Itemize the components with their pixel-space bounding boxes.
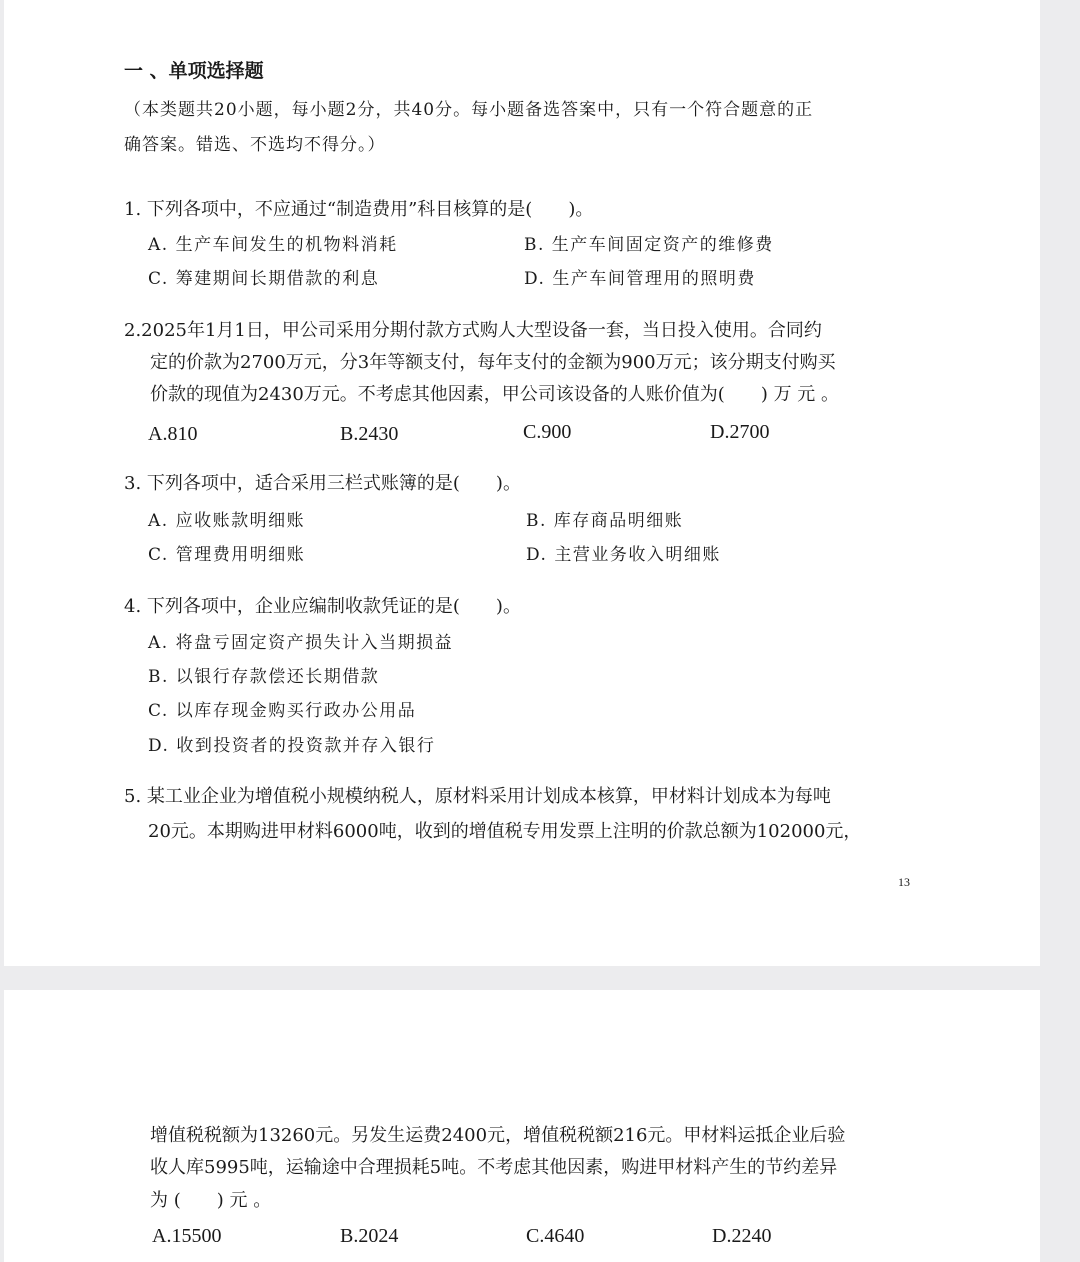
question-5-option-a: A.15500: [152, 1225, 222, 1247]
document-page-1: [4, 0, 1040, 966]
question-2-stem-line-3: 价款的现值为2430万元。不考虑其他因素，甲公司该设备的人账价值为( ) 万 元 。: [150, 384, 840, 405]
question-1-option-c: C. 筹建期间长期借款的利息: [148, 269, 380, 289]
section-intro-line-1: （本类题共20小题，每小题2分，共40分。每小题备选答案中，只有一个符合题意的正: [124, 100, 814, 120]
question-5-stem-line-5: 为 ( ) 元 。: [150, 1190, 272, 1211]
question-1-option-a: A. 生产车间发生的机物料消耗: [148, 235, 398, 255]
question-4-option-a: A. 将盘亏固定资产损失计入当期损益: [148, 633, 454, 653]
question-3-option-c: C. 管理费用明细账: [148, 545, 306, 565]
question-3-option-a: A. 应收账款明细账: [148, 511, 306, 531]
question-2-option-a: A.810: [148, 423, 198, 445]
page-number: 13: [898, 875, 910, 889]
question-2-option-b: B.2430: [340, 423, 399, 445]
question-5-stem-line-1: 5. 某工业企业为增值税小规模纳税人，原材料采用计划成本核算，甲材料计划成本为每吨: [124, 786, 831, 807]
question-5-option-c: C.4640: [526, 1225, 585, 1247]
question-5-stem-line-3: 增值税税额为13260元。另发生运费2400元，增值税税额216元。甲材料运抵企业后验: [150, 1125, 846, 1146]
question-5-option-b: B.2024: [340, 1225, 399, 1247]
question-1-option-d: D. 生产车间管理用的照明费: [524, 269, 756, 289]
question-5-option-d: D.2240: [712, 1225, 772, 1247]
question-2-stem-line-2: 定的价款为2700万元，分3年等额支付，每年支付的金额为900万元；该分期支付购买: [150, 352, 836, 373]
question-4-option-d: D. 收到投资者的投资款并存入银行: [148, 736, 436, 756]
question-4-option-b: B. 以银行存款偿还长期借款: [148, 667, 380, 687]
section-title: 一 、单项选择题: [124, 60, 264, 82]
question-1-stem: 1. 下列各项中，不应通过“制造费用”科目核算的是( )。: [124, 199, 594, 220]
question-2-option-d: D.2700: [710, 421, 770, 443]
question-3-option-d: D. 主营业务收入明细账: [526, 545, 721, 565]
question-5-stem-line-2: 20元。本期购进甲材料6000吨，收到的增值税专用发票上注明的价款总额为102000元，: [148, 821, 862, 842]
question-4-stem: 4. 下列各项中，企业应编制收款凭证的是( )。: [124, 596, 521, 617]
question-5-stem-line-4: 收人库5995吨，运输途中合理损耗5吨。不考虑其他因素，购进甲材料产生的节约差异: [150, 1157, 838, 1178]
section-intro-line-2: 确答案。错选、不选均不得分。）: [124, 135, 386, 155]
question-2-option-c: C.900: [523, 421, 572, 443]
question-1-option-b: B. 生产车间固定资产的维修费: [524, 235, 774, 255]
document-page-2: [4, 990, 1040, 1262]
question-3-stem: 3. 下列各项中，适合采用三栏式账簿的是( )。: [124, 473, 521, 494]
question-2-stem-line-1: 2.2025年1月1日，甲公司采用分期付款方式购人大型设备一套，当日投入使用。合同约: [124, 320, 822, 341]
question-4-option-c: C. 以库存现金购买行政办公用品: [148, 701, 417, 721]
question-3-option-b: B. 库存商品明细账: [526, 511, 684, 531]
